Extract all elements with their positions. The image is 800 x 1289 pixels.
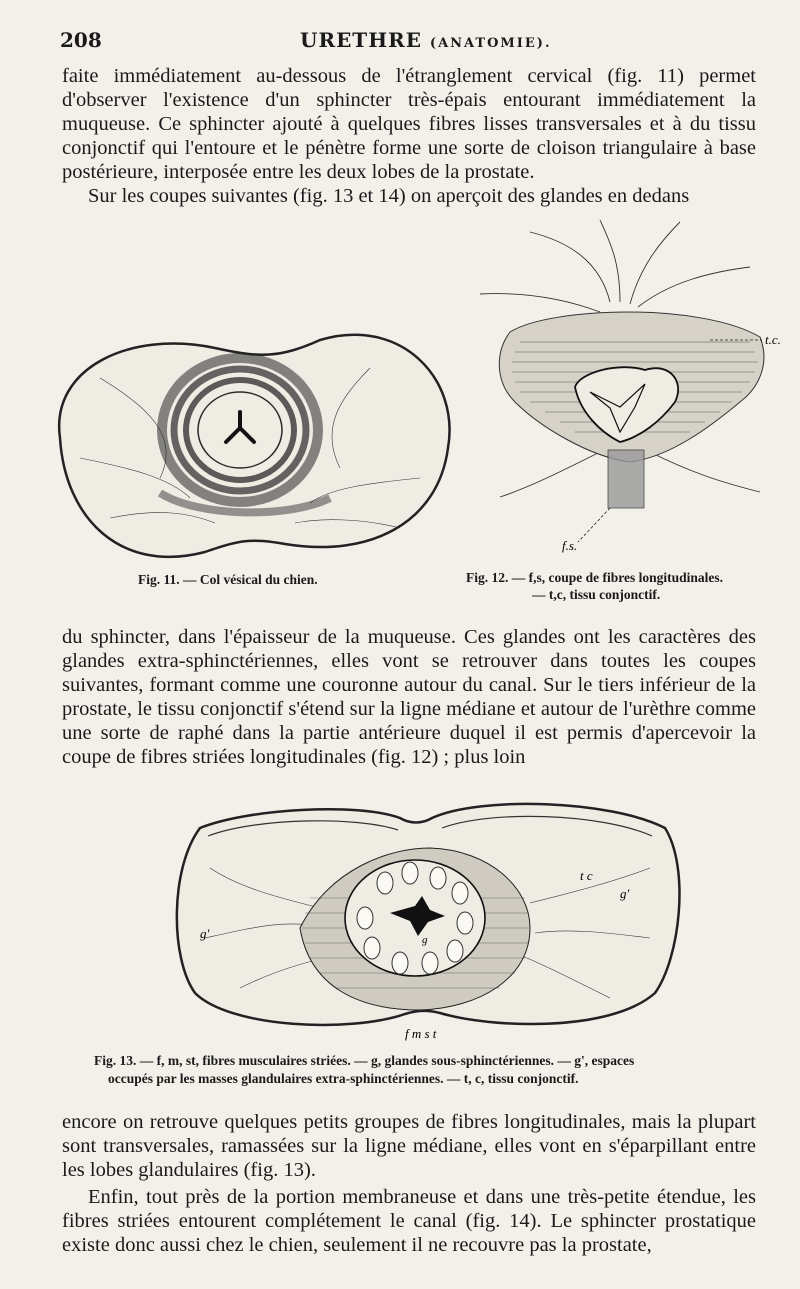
running-title-sub: (ANATOMIE).	[429, 36, 552, 51]
running-title-main: URETHRE	[300, 28, 422, 52]
paragraph-4: encore on retrouve quelques petits groupes de fibres longitudinales, mais la plupart sont transversales, ramassées sur la ligne médiane, elles vont en s'éparpillant entre les lobes glandulaires (fig. 13).	[62, 1111, 756, 1181]
figure-13-caption-line-2: occupés par les masses glandulaires extra-sphinctériennes. — t, c, tissu conjonctif.	[108, 1071, 579, 1086]
paragraph-5-text: Enfin, tout près de la portion membraneuse et dans une très-petite étendue, les fibres striées entourent complétement le canal (fig. 14). Le sphincter prostatique existe donc aussi chez le chien, seulement il ne recouvre pas la prostate,	[62, 1186, 756, 1256]
figure-11	[40, 318, 460, 570]
figure-13-label-g-prime-left: g'	[200, 926, 210, 941]
page-number: 208	[60, 28, 102, 52]
figure-13-drawing	[160, 788, 690, 1048]
figure-12-caption-line-2: — t,c, tissu conjonctif.	[532, 587, 661, 602]
figure-13-label-g: g	[422, 934, 428, 946]
page-header	[60, 28, 760, 58]
figure-12-label-tc: t.c.	[765, 332, 781, 347]
figure-12	[470, 212, 800, 562]
figure-12-drawing	[470, 212, 800, 562]
figure-11-drawing	[40, 318, 460, 570]
figure-12-label-fs: f.s.	[562, 538, 578, 553]
paragraph-3: du sphincter, dans l'épaisseur de la muqueuse. Ces glandes ont les caractères des glandes extra-sphinctériennes, elles vont se retrouver dans toutes les coupes suivantes, formant comme une couronne autour du canal. Sur le tiers inférieur de la prostate, le tissu conjonctif s'étend sur la ligne médiane et autour de l'urèthre comme une sorte de raphé dans la partie antérieure duquel il est permis d'apercevoir la coupe de fibres striées longitudinales (fig. 12) ; plus loin	[62, 626, 756, 768]
figure-13-label-g-prime-right: g'	[620, 886, 630, 901]
figure-12-caption-line-1: Fig. 12. — f,s, coupe de fibres longitudinales.	[466, 570, 724, 585]
paragraph-2-text: Sur les coupes suivantes (fig. 13 et 14) on aperçoit des glandes en dedans	[88, 185, 690, 207]
figure-13-label-fmst: f m s t	[405, 1026, 437, 1041]
running-title	[300, 28, 551, 52]
figure-11-caption: Fig. 11. — Col vésical du chien.	[138, 572, 318, 587]
paragraph-5	[62, 1185, 756, 1257]
figure-13	[160, 788, 690, 1048]
figure-13-label-tc: t c	[580, 868, 593, 883]
paragraph-1: faite immédiatement au-dessous de l'étranglement cervical (fig. 11) permet d'observer l'existence d'un sphincter très-épais entourant immédiatement la muqueuse. Ce sphincter ajouté à quelques fibres lisses transversales et à du tissu conjonctif qui l'entoure et le pénètre forme une sorte de cloison triangulaire à base postérieure, interposée entre les deux lobes de la prostate.	[62, 65, 756, 183]
paragraph-2	[62, 184, 756, 208]
figure-13-caption-line-1: Fig. 13. — f, m, st, fibres musculaires striées. — g, glandes sous-sphinctériennes. — g', espaces	[94, 1053, 635, 1068]
